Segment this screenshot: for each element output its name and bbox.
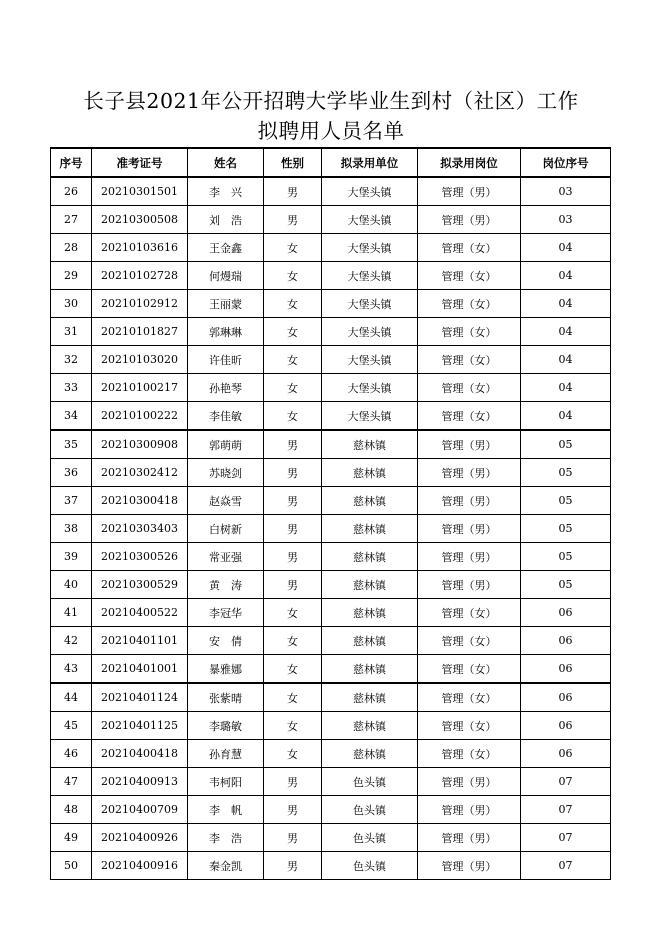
table-row [51, 402, 611, 431]
cell-unit: 慈林镇 [322, 571, 418, 599]
page-title-line-2: 拟聘用人员名单 [257, 119, 405, 143]
table-row [51, 487, 611, 515]
cell-no: 48 [51, 796, 92, 824]
table-row [51, 234, 611, 262]
cell-post-no: 05 [521, 571, 611, 599]
cell-gender: 男 [264, 177, 322, 206]
cell-post-no: 04 [521, 402, 611, 431]
cell-no: 49 [51, 824, 92, 852]
cell-unit: 大堡头镇 [322, 206, 418, 234]
cell-post: 管理（女） [418, 627, 521, 655]
cell-gender: 女 [264, 262, 322, 290]
cell-no: 34 [51, 402, 92, 431]
table-row [51, 515, 611, 543]
table-row [51, 459, 611, 487]
cell-no: 42 [51, 627, 92, 655]
cell-no: 31 [51, 318, 92, 346]
cell-exam-id: 20210303403 [92, 515, 188, 543]
table-row [51, 599, 611, 627]
cell-gender: 男 [264, 571, 322, 599]
cell-post: 管理（男） [418, 177, 521, 206]
cell-exam-id: 20210102728 [92, 262, 188, 290]
cell-no: 27 [51, 206, 92, 234]
cell-name: 孙艳琴 [188, 374, 264, 402]
cell-gender: 男 [264, 796, 322, 824]
cell-post: 管理（女） [418, 402, 521, 431]
table-row [51, 206, 611, 234]
cell-no: 41 [51, 599, 92, 627]
cell-post: 管理（男） [418, 430, 521, 459]
cell-exam-id: 20210300526 [92, 543, 188, 571]
cell-no: 37 [51, 487, 92, 515]
cell-post: 管理（女） [418, 318, 521, 346]
table-row [51, 290, 611, 318]
cell-post: 管理（男） [418, 768, 521, 796]
cell-post-no: 07 [521, 796, 611, 824]
cell-unit: 大堡头镇 [322, 177, 418, 206]
cell-name: 王丽蒙 [188, 290, 264, 318]
cell-exam-id: 20210101827 [92, 318, 188, 346]
cell-unit: 慈林镇 [322, 655, 418, 684]
table-header-row [51, 148, 611, 177]
cell-unit: 慈林镇 [322, 740, 418, 768]
cell-no: 32 [51, 346, 92, 374]
table-row [51, 543, 611, 571]
cell-post: 管理（女） [418, 234, 521, 262]
cell-gender: 男 [264, 543, 322, 571]
cell-no: 29 [51, 262, 92, 290]
cell-post-no: 06 [521, 712, 611, 740]
cell-exam-id: 20210100217 [92, 374, 188, 402]
cell-unit: 大堡头镇 [322, 374, 418, 402]
cell-no: 30 [51, 290, 92, 318]
table-row [51, 627, 611, 655]
cell-post: 管理（女） [418, 712, 521, 740]
cell-exam-id: 20210302412 [92, 459, 188, 487]
cell-post: 管理（女） [418, 290, 521, 318]
cell-post-no: 04 [521, 318, 611, 346]
cell-gender: 男 [264, 430, 322, 459]
cell-name: 李冠华 [188, 599, 264, 627]
cell-exam-id: 20210400522 [92, 599, 188, 627]
cell-unit: 色头镇 [322, 796, 418, 824]
cell-post-no: 04 [521, 374, 611, 402]
cell-exam-id: 20210301501 [92, 177, 188, 206]
cell-name: 郭琳琳 [188, 318, 264, 346]
cell-no: 33 [51, 374, 92, 402]
cell-unit: 色头镇 [322, 824, 418, 852]
cell-exam-id: 20210103616 [92, 234, 188, 262]
table-row [51, 683, 611, 712]
cell-no: 47 [51, 768, 92, 796]
cell-no: 36 [51, 459, 92, 487]
cell-gender: 女 [264, 740, 322, 768]
cell-gender: 女 [264, 402, 322, 431]
cell-gender: 女 [264, 683, 322, 712]
cell-name: 许佳昕 [188, 346, 264, 374]
cell-post-no: 07 [521, 768, 611, 796]
cell-no: 50 [51, 852, 92, 880]
cell-name: 张紫晴 [188, 683, 264, 712]
cell-post: 管理（男） [418, 852, 521, 880]
cell-gender: 男 [264, 459, 322, 487]
cell-unit: 慈林镇 [322, 712, 418, 740]
cell-post-no: 04 [521, 234, 611, 262]
table-body [51, 177, 611, 880]
cell-no: 26 [51, 177, 92, 206]
column-header-exam-id: 准考证号 [92, 148, 188, 177]
cell-gender: 女 [264, 346, 322, 374]
cell-name: 李璐敏 [188, 712, 264, 740]
cell-gender: 女 [264, 374, 322, 402]
cell-name: 秦金凯 [188, 852, 264, 880]
cell-exam-id: 20210401124 [92, 683, 188, 712]
cell-post-no: 03 [521, 206, 611, 234]
cell-name: 何熳瑞 [188, 262, 264, 290]
table-row [51, 796, 611, 824]
cell-name: 常亚强 [188, 543, 264, 571]
cell-post: 管理（女） [418, 262, 521, 290]
cell-name: 李 帆 [188, 796, 264, 824]
cell-exam-id: 20210400916 [92, 852, 188, 880]
cell-unit: 大堡头镇 [322, 346, 418, 374]
cell-post: 管理（男） [418, 515, 521, 543]
page-title-line-1: 长子县2021年公开招聘大学毕业生到村（社区）工作 [83, 89, 579, 113]
cell-post-no: 06 [521, 683, 611, 712]
cell-exam-id: 20210401125 [92, 712, 188, 740]
cell-post-no: 06 [521, 740, 611, 768]
cell-name: 暴雅娜 [188, 655, 264, 684]
cell-post: 管理（女） [418, 740, 521, 768]
cell-no: 28 [51, 234, 92, 262]
cell-unit: 慈林镇 [322, 683, 418, 712]
cell-post: 管理（男） [418, 824, 521, 852]
cell-exam-id: 20210401001 [92, 655, 188, 684]
cell-post-no: 06 [521, 655, 611, 684]
cell-post-no: 04 [521, 346, 611, 374]
cell-unit: 大堡头镇 [322, 402, 418, 431]
cell-unit: 色头镇 [322, 852, 418, 880]
cell-gender: 女 [264, 234, 322, 262]
column-header-name: 姓名 [188, 148, 264, 177]
cell-name: 李 兴 [188, 177, 264, 206]
cell-post: 管理（男） [418, 487, 521, 515]
cell-name: 刘 浩 [188, 206, 264, 234]
cell-gender: 女 [264, 655, 322, 684]
cell-exam-id: 20210102912 [92, 290, 188, 318]
cell-unit: 慈林镇 [322, 487, 418, 515]
column-header-post-no: 岗位序号 [521, 148, 611, 177]
table-row [51, 824, 611, 852]
cell-post-no: 07 [521, 824, 611, 852]
cell-no: 45 [51, 712, 92, 740]
cell-name: 李佳敏 [188, 402, 264, 431]
cell-name: 黄 涛 [188, 571, 264, 599]
cell-post: 管理（男） [418, 796, 521, 824]
table-row [51, 346, 611, 374]
cell-gender: 女 [264, 627, 322, 655]
cell-no: 43 [51, 655, 92, 684]
cell-unit: 慈林镇 [322, 459, 418, 487]
cell-exam-id: 20210103020 [92, 346, 188, 374]
cell-exam-id: 20210400926 [92, 824, 188, 852]
cell-name: 郭萌萌 [188, 430, 264, 459]
cell-post-no: 06 [521, 627, 611, 655]
cell-exam-id: 20210300908 [92, 430, 188, 459]
cell-no: 44 [51, 683, 92, 712]
cell-name: 李 浩 [188, 824, 264, 852]
table-row [51, 374, 611, 402]
cell-post: 管理（女） [418, 346, 521, 374]
cell-unit: 慈林镇 [322, 599, 418, 627]
cell-unit: 大堡头镇 [322, 234, 418, 262]
cell-exam-id: 20210400418 [92, 740, 188, 768]
table-row [51, 655, 611, 684]
cell-name: 赵焱雪 [188, 487, 264, 515]
cell-gender: 男 [264, 768, 322, 796]
cell-exam-id: 20210300418 [92, 487, 188, 515]
cell-post: 管理（女） [418, 683, 521, 712]
cell-name: 苏晓剑 [188, 459, 264, 487]
cell-post-no: 07 [521, 852, 611, 880]
cell-unit: 大堡头镇 [322, 262, 418, 290]
cell-post: 管理（男） [418, 543, 521, 571]
cell-exam-id: 20210400913 [92, 768, 188, 796]
cell-unit: 慈林镇 [322, 515, 418, 543]
cell-gender: 男 [264, 852, 322, 880]
cell-post-no: 03 [521, 177, 611, 206]
cell-no: 46 [51, 740, 92, 768]
column-header-gender: 性别 [264, 148, 322, 177]
cell-exam-id: 20210300529 [92, 571, 188, 599]
cell-post-no: 05 [521, 487, 611, 515]
cell-name: 白树新 [188, 515, 264, 543]
cell-exam-id: 20210401101 [92, 627, 188, 655]
cell-post: 管理（女） [418, 599, 521, 627]
cell-gender: 男 [264, 487, 322, 515]
table-row [51, 768, 611, 796]
cell-exam-id: 20210300508 [92, 206, 188, 234]
cell-no: 40 [51, 571, 92, 599]
column-header-unit: 拟录用单位 [322, 148, 418, 177]
cell-unit: 慈林镇 [322, 543, 418, 571]
personnel-table [50, 147, 611, 880]
cell-post-no: 04 [521, 262, 611, 290]
table-row [51, 852, 611, 880]
column-header-no: 序号 [51, 148, 92, 177]
cell-post-no: 05 [521, 459, 611, 487]
cell-name: 王金鑫 [188, 234, 264, 262]
cell-post-no: 06 [521, 599, 611, 627]
cell-exam-id: 20210400709 [92, 796, 188, 824]
cell-gender: 女 [264, 318, 322, 346]
cell-gender: 男 [264, 206, 322, 234]
cell-post-no: 04 [521, 290, 611, 318]
table-row [51, 318, 611, 346]
cell-post: 管理（男） [418, 206, 521, 234]
cell-gender: 男 [264, 824, 322, 852]
table-row [51, 712, 611, 740]
cell-exam-id: 20210100222 [92, 402, 188, 431]
cell-post: 管理（女） [418, 655, 521, 684]
cell-no: 38 [51, 515, 92, 543]
cell-post: 管理（女） [418, 374, 521, 402]
cell-no: 35 [51, 430, 92, 459]
cell-unit: 色头镇 [322, 768, 418, 796]
cell-post-no: 05 [521, 515, 611, 543]
cell-unit: 慈林镇 [322, 430, 418, 459]
table-row [51, 262, 611, 290]
cell-gender: 女 [264, 290, 322, 318]
cell-unit: 大堡头镇 [322, 290, 418, 318]
cell-gender: 女 [264, 712, 322, 740]
cell-post-no: 05 [521, 430, 611, 459]
cell-no: 39 [51, 543, 92, 571]
table-row [51, 177, 611, 206]
cell-gender: 男 [264, 515, 322, 543]
cell-name: 安 倩 [188, 627, 264, 655]
table-row [51, 430, 611, 459]
cell-gender: 女 [264, 599, 322, 627]
cell-name: 韦柯阳 [188, 768, 264, 796]
cell-name: 孙育慧 [188, 740, 264, 768]
cell-post: 管理（男） [418, 459, 521, 487]
column-header-post: 拟录用岗位 [418, 148, 521, 177]
cell-unit: 慈林镇 [322, 627, 418, 655]
table-row [51, 740, 611, 768]
cell-post: 管理（男） [418, 571, 521, 599]
cell-unit: 大堡头镇 [322, 318, 418, 346]
table-row [51, 571, 611, 599]
cell-post-no: 05 [521, 543, 611, 571]
